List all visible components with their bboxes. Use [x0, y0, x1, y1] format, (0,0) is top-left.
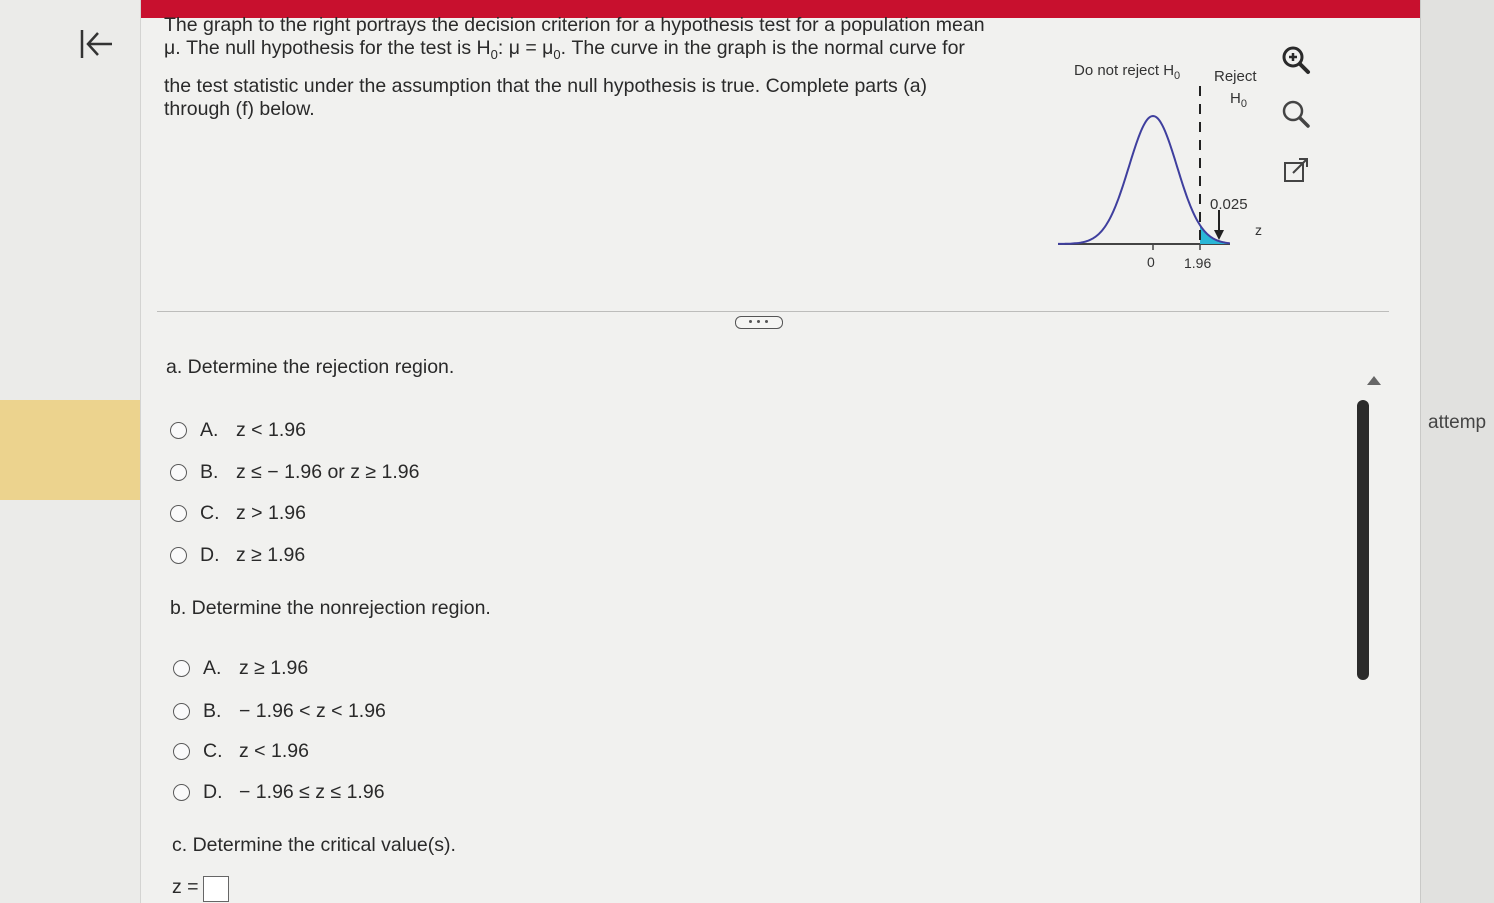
intro-line-2b: : μ = μ [497, 37, 554, 59]
tick-label-zero: 0 [1147, 254, 1155, 270]
part-c-title: c. Determine the critical value(s). [172, 834, 456, 856]
reject-h0-label: $H_0$ [1230, 90, 1247, 110]
part-b-option-d[interactable]: D. − 1.96 ≤ z ≤ 1.96 [173, 778, 385, 806]
radio-button[interactable] [170, 422, 187, 439]
critical-value-answer [172, 876, 229, 902]
rejection-region-shading [1200, 225, 1230, 244]
collapse-left-button[interactable] [76, 24, 118, 64]
right-side-panel [1420, 0, 1494, 903]
intro-line-2a: μ. The null hypothesis for the test is H [164, 37, 491, 59]
question-intro [164, 14, 1034, 121]
h-subscript: 0 [490, 46, 498, 62]
intro-line-1: The graph to the right portrays the decision criterion for a hypothesis test for a population mean [164, 14, 985, 36]
radio-button[interactable] [173, 743, 190, 760]
popout-button[interactable] [1280, 154, 1312, 186]
part-b-title: b. Determine the nonrejection region. [170, 597, 491, 619]
current-question-highlight [0, 400, 140, 500]
section-divider [157, 311, 1389, 312]
normal-curve-graph [1058, 58, 1273, 283]
scrollbar-thumb[interactable] [1357, 400, 1369, 680]
part-b-option-b[interactable]: B. − 1.96 < z < 1.96 [173, 697, 386, 725]
zoom-out-icon [1280, 98, 1312, 130]
radio-button[interactable] [170, 505, 187, 522]
radio-button[interactable] [173, 703, 190, 720]
radio-button[interactable] [170, 547, 187, 564]
intro-line-3: the test statistic under the assumption that the null hypothesis is true. Complete parts (a) [164, 74, 928, 97]
part-a-option-d[interactable]: D. z ≥ 1.96 [170, 541, 305, 569]
zoom-in-button[interactable] [1280, 44, 1312, 76]
normal-curve [1058, 116, 1230, 244]
alpha-arrow-head [1214, 230, 1224, 240]
z-axis-label: z [1255, 222, 1262, 238]
radio-button[interactable] [170, 464, 187, 481]
scroll-up-arrow[interactable] [1367, 376, 1381, 385]
part-b-option-a[interactable]: A. z ≥ 1.96 [173, 654, 308, 682]
popout-icon [1280, 154, 1312, 186]
resize-handle[interactable] [735, 316, 783, 329]
zoom-out-button[interactable] [1280, 98, 1312, 130]
intro-line-2c: . The curve in the graph is the normal curve for [560, 37, 965, 59]
radio-button[interactable] [173, 784, 190, 801]
tick-label-critical: 1.96 [1184, 255, 1212, 271]
reject-label: Reject [1214, 68, 1257, 85]
intro-line-4: through (f) below. [164, 97, 315, 120]
alpha-label: 0.025 [1210, 196, 1248, 213]
radio-button[interactable] [173, 660, 190, 677]
mu-subscript: 0 [553, 46, 561, 62]
part-b-option-c[interactable]: C. z < 1.96 [173, 737, 309, 765]
attempt-label: attemp [1428, 412, 1487, 433]
part-a-option-b[interactable]: B. z ≤ − 1.96 or z ≥ 1.96 [170, 458, 419, 486]
answer-label: z = [172, 876, 199, 898]
collapse-left-icon [76, 24, 118, 64]
part-a-title: a. Determine the rejection region. [166, 356, 455, 378]
part-a-option-a[interactable]: A. z < 1.96 [170, 416, 306, 444]
critical-value-input[interactable] [203, 876, 229, 902]
do-not-reject-label: Do not reject $H_0$ [1074, 62, 1181, 82]
zoom-in-icon [1280, 44, 1312, 76]
part-a-option-c[interactable]: C. z > 1.96 [170, 499, 306, 527]
